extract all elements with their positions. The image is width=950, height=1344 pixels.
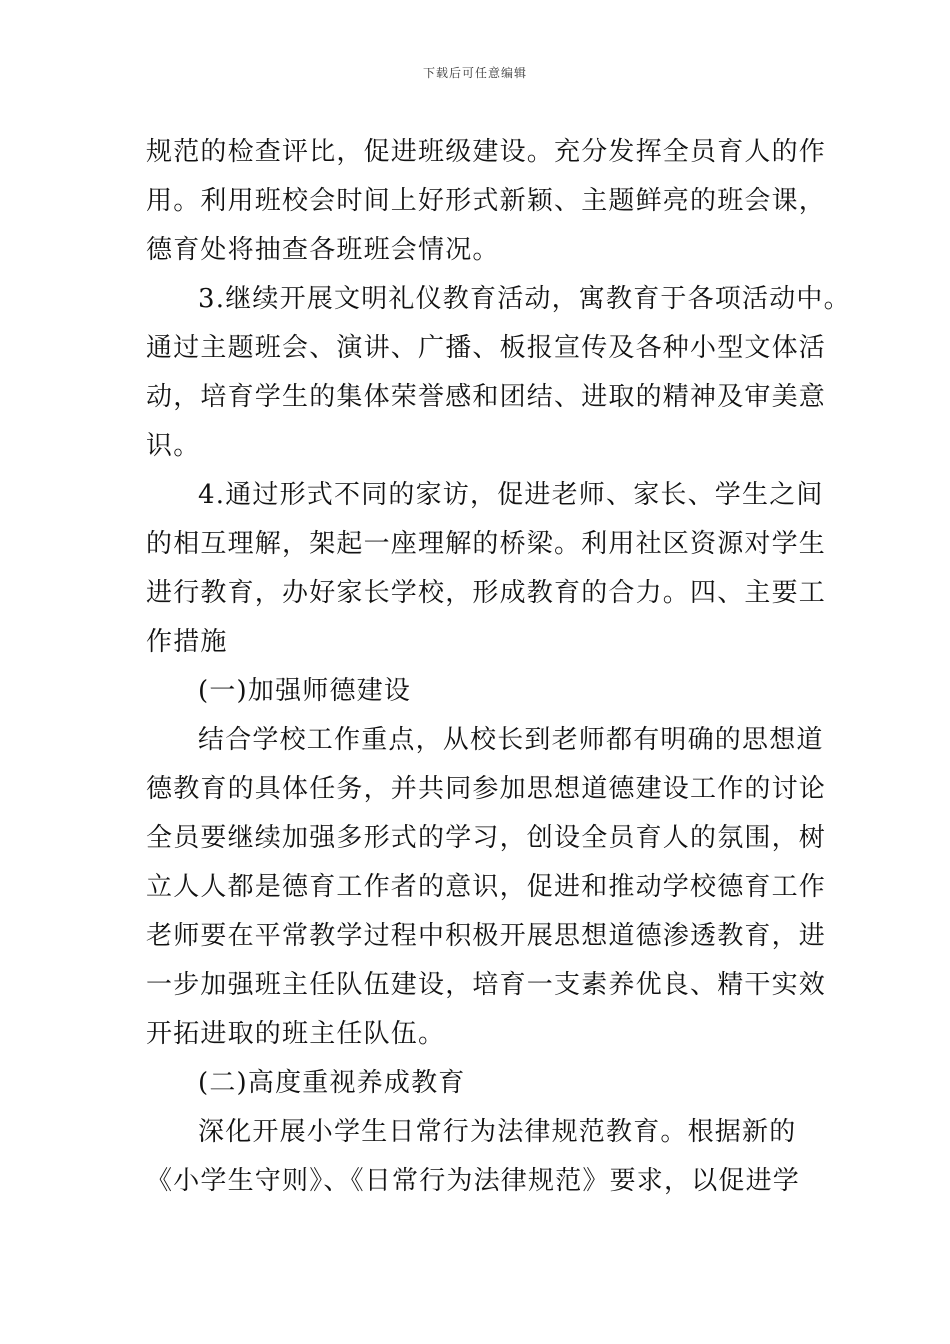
- text-line: 用。利用班校会时间上好形式新颖、主题鲜亮的班会课，: [146, 186, 827, 216]
- page-header: 下载后可任意编辑: [422, 66, 527, 80]
- text-line: 深化开展小学生日常行为法律规范教育。根据新的: [198, 1117, 797, 1147]
- text-line: 进行教育，办好家长学校，形成教育的合力。四、主要工: [146, 578, 827, 608]
- document-body: [146, 128, 851, 1206]
- text-line: 作措施: [146, 627, 228, 657]
- text-line: 开拓进取的班主任队伍。: [146, 1019, 446, 1049]
- text-line: (二)高度重视养成教育: [198, 1068, 466, 1098]
- text-line: 通过主题班会、演讲、广播、板报宣传及各种小型文体活: [146, 333, 827, 363]
- text-line: 3.继续开展文明礼仪教育活动，寓教育于各项活动中。: [198, 284, 851, 314]
- text-line: 老师要在平常教学过程中积极开展思想道德渗透教育，进: [146, 921, 827, 951]
- text-line: 德教育的具体任务，并共同参加思想道德建设工作的讨论: [146, 774, 827, 804]
- text-line: (一)加强师德建设: [198, 676, 412, 706]
- text-line: 4.通过形式不同的家访，促进老师、家长、学生之间: [198, 480, 824, 510]
- text-line: 立人人都是德育工作者的意识，促进和推动学校德育工作: [146, 872, 827, 902]
- text-line: 德育处将抽查各班班会情况。: [146, 235, 500, 265]
- text-line: 全员要继续加强多形式的学习，创设全员育人的氛围，树: [146, 823, 827, 853]
- text-line: 结合学校工作重点，从校长到老师都有明确的思想道: [198, 725, 824, 755]
- text-line: 动，培育学生的集体荣誉感和团结、进取的精神及审美意: [146, 382, 827, 412]
- text-line: 规范的检查评比，促进班级建设。充分发挥全员育人的作: [146, 137, 827, 167]
- text-line: 一步加强班主任队伍建设，培育一支素养优良、精干实效: [146, 970, 827, 1000]
- text-line: 的相互理解，架起一座理解的桥梁。利用社区资源对学生: [146, 529, 827, 559]
- text-line: 识。: [146, 431, 201, 461]
- text-line: 《小学生守则》、《日常行为法律规范》要求，以促进学: [146, 1166, 801, 1196]
